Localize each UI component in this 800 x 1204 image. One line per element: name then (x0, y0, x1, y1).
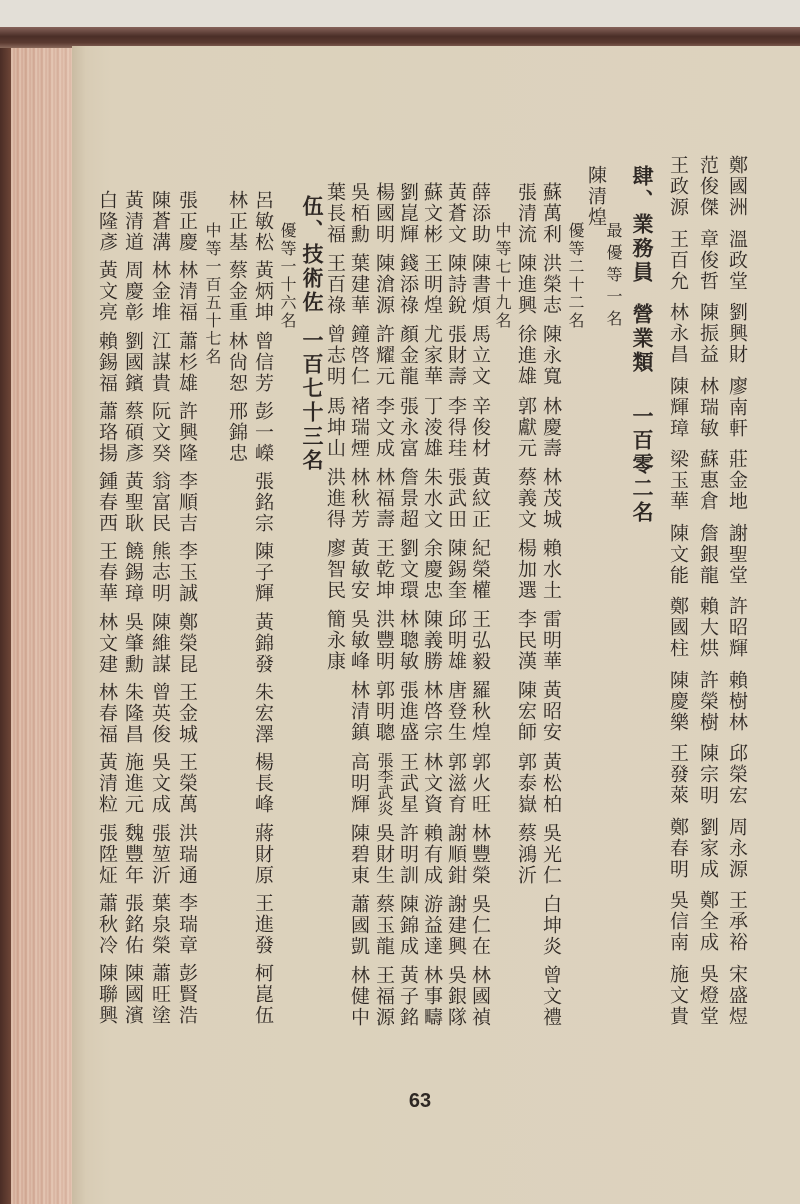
person-name: 陳滄源 (373, 253, 395, 317)
person-name: 陳子輝 (252, 541, 274, 605)
person-name: 陳進興 (515, 253, 537, 317)
person-name: 郭火旺 (469, 751, 491, 815)
person-name: 鄭國洲 (726, 155, 748, 218)
person-name: 曾英俊 (149, 682, 171, 746)
person-name: 洪瑞通 (176, 822, 198, 886)
person-name: 游益達 (421, 893, 443, 957)
person-name: 周慶彰 (122, 260, 144, 324)
name-column (696, 155, 720, 1037)
grade-label: 優等二十二名 (566, 222, 585, 330)
person-name: 王承裕 (726, 890, 748, 953)
name-column (539, 182, 563, 1036)
person-name: 江謀貴 (149, 330, 171, 394)
book-cover-top-edge (0, 27, 800, 48)
person-name: 張武田 (445, 466, 467, 530)
person-name: 林尙恕 (226, 330, 248, 394)
person-name: 林健中 (348, 965, 370, 1029)
name-column (584, 165, 608, 237)
person-name: 施進元 (122, 752, 144, 816)
person-name: 王明煌 (421, 253, 443, 317)
grade-label: 中等七十九名 (493, 222, 512, 330)
person-name: 賴大烘 (697, 596, 719, 659)
person-name: 林金堆 (149, 260, 171, 324)
person-name: 吳肇勳 (122, 611, 144, 675)
person-name: 熊志明 (149, 541, 171, 605)
person-name: 楊加選 (515, 537, 537, 601)
person-name: 張財壽 (445, 324, 467, 388)
person-name: 黃清道 (122, 190, 144, 253)
person-name: 詹景超 (397, 466, 419, 530)
person-name: 張清流 (515, 182, 537, 245)
person-name: 詹銀龍 (697, 522, 719, 586)
section-category: 營業類 (630, 303, 655, 375)
person-name: 朱隆昌 (122, 682, 144, 746)
person-name: 洪豐明 (373, 609, 395, 673)
person-name: 鍾春西 (96, 471, 118, 535)
person-name: 陳國濱 (122, 963, 144, 1027)
person-name: 林茂城 (540, 466, 562, 530)
person-name: 林聰敏 (397, 609, 419, 673)
person-name: 林豐榮 (469, 822, 491, 886)
person-name: 陳義勝 (421, 609, 443, 673)
person-name: 謝順鉗 (445, 822, 467, 886)
person-name: 蕭秋冷 (96, 892, 118, 956)
grade-label: 最優等一名 (604, 222, 623, 332)
person-name: 張堃沂 (149, 822, 171, 886)
person-name: 張進盛 (397, 680, 419, 744)
person-name: 蔣財原 (252, 822, 274, 886)
name-column (468, 182, 492, 1036)
person-name: 張銘佑 (122, 892, 144, 956)
person-name: 黃文亮 (96, 260, 118, 324)
person-name: 饒錫璋 (122, 541, 144, 605)
person-name: 羅秋煌 (469, 680, 491, 744)
person-name: 黃紋正 (469, 466, 491, 530)
section-number-title: 伍、技術佐 (300, 195, 325, 315)
person-name: 張永富 (397, 395, 419, 459)
person-name: 葉建華 (348, 253, 370, 317)
name-column (396, 182, 420, 1036)
person-name: 白隆彥 (96, 190, 118, 253)
person-name: 陳慶樂 (667, 669, 689, 733)
person-name: 王乾坤 (373, 537, 395, 601)
person-name: 王弘毅 (469, 609, 491, 673)
person-name: 吳栢勳 (348, 182, 370, 245)
person-name: 紀榮權 (469, 537, 491, 601)
person-name: 蘇惠倉 (697, 449, 719, 512)
person-name: 施文貴 (667, 963, 689, 1027)
name-column (725, 155, 749, 1037)
person-name: 郭獻元 (515, 395, 537, 459)
person-name: 劉崑輝 (397, 182, 419, 245)
person-name: 李玉誠 (176, 541, 198, 605)
person-name: 翁富民 (149, 471, 171, 535)
person-name: 陳詩銳 (445, 253, 467, 317)
person-name: 朱宏澤 (252, 682, 274, 746)
person-name: 魏豐年 (122, 822, 144, 886)
person-name: 王金城 (176, 682, 198, 746)
person-name: 廖智民 (324, 537, 346, 601)
book-page-edges (0, 40, 74, 1204)
section-count: 一百零二名 (630, 405, 655, 525)
book-cover-left-edge (0, 40, 11, 1204)
person-name: 丁淩雄 (421, 395, 443, 459)
person-name: 林春福 (96, 682, 118, 746)
person-name: 張正慶 (176, 190, 198, 253)
person-name: 陳清煌 (585, 165, 607, 228)
person-name: 林慶壽 (540, 395, 562, 459)
name-column (666, 155, 690, 1037)
person-name: 黃聖耿 (122, 471, 144, 535)
person-name: 蕭珞揚 (96, 400, 118, 464)
person-name: 陳輝璋 (667, 375, 689, 439)
person-name: 葉泉榮 (149, 892, 171, 956)
person-name: 簡永康 (324, 609, 346, 673)
person-name: 曾信芳 (252, 330, 274, 394)
person-name: 陳碧東 (348, 822, 370, 886)
person-name: 邱明雄 (445, 609, 467, 673)
person-name: 廖南軒 (726, 375, 748, 439)
person-name: 王政源 (667, 155, 689, 218)
person-name: 洪榮志 (540, 253, 562, 317)
person-name: 林事疇 (421, 965, 443, 1029)
person-name: 余慶忠 (421, 537, 443, 601)
person-name: 李文成 (373, 395, 395, 459)
person-name: 郭泰嶽 (515, 751, 537, 815)
person-name: 黃敏安 (348, 537, 370, 601)
person-name: 蔡碩彥 (122, 400, 144, 464)
person-name: 林國禎 (469, 965, 491, 1029)
person-name: 陳聯興 (96, 963, 118, 1027)
person-name: 賴樹林 (726, 669, 748, 733)
person-name: 張陞炡 (96, 822, 118, 886)
person-name: 李民漢 (515, 609, 537, 673)
person-name: 宋盛煜 (726, 963, 748, 1027)
name-column (323, 182, 347, 680)
person-name: 鐘啓仁 (348, 324, 370, 388)
name-column (95, 190, 119, 1034)
name-column (420, 182, 444, 1036)
person-name: 顏金龍 (397, 324, 419, 388)
person-name: 蘇萬利 (540, 182, 562, 245)
person-name: 吳仁在 (469, 893, 491, 957)
person-name: 黃炳坤 (252, 260, 274, 324)
person-name: 劉文環 (397, 537, 419, 601)
person-name: 吳光仁 (540, 822, 562, 886)
person-name: 王榮萬 (176, 752, 198, 816)
person-name: 邢錦忠 (226, 400, 248, 464)
person-name: 曾文禮 (540, 965, 562, 1029)
person-name: 郭明聰 (373, 680, 395, 744)
person-name: 林清鎮 (348, 680, 370, 744)
name-column (175, 190, 199, 1034)
person-name: 周永源 (726, 816, 748, 880)
name-column (444, 182, 468, 1036)
person-name: 洪進得 (324, 466, 346, 530)
person-name: 吳敏峰 (348, 609, 370, 673)
person-name: 陳宏師 (515, 680, 537, 744)
person-name: 蕭旺塗 (149, 963, 171, 1027)
person-name: 雷明華 (540, 609, 562, 673)
person-name: 曾志明 (324, 324, 346, 388)
person-name: 張銘宗 (252, 471, 274, 535)
name-column (514, 182, 538, 894)
person-name: 鄭國柱 (667, 596, 689, 659)
person-name: 蔡義文 (515, 466, 537, 530)
person-name: 朱水文 (421, 466, 443, 530)
person-name: 劉家成 (697, 816, 719, 880)
person-name: 薛添助 (469, 182, 491, 245)
person-name: 柯崑伍 (252, 963, 274, 1027)
person-name: 林啓宗 (421, 680, 443, 744)
person-name: 陳蒼溝 (149, 190, 171, 253)
person-name: 王百允 (667, 228, 689, 292)
person-name: 王進發 (252, 892, 274, 956)
person-name: 陳書煩 (469, 253, 491, 317)
person-name: 尤家華 (421, 324, 443, 388)
person-name: 高明輝 (348, 751, 370, 815)
person-name: 林文資 (421, 751, 443, 815)
person-name: 陳錦成 (397, 893, 419, 957)
person-name: 林永昌 (667, 302, 689, 365)
person-name: 許昭輝 (726, 596, 748, 659)
person-name: 溫政堂 (726, 228, 748, 292)
name-column (372, 182, 396, 1036)
person-name: 鄭春明 (667, 816, 689, 880)
name-column (225, 190, 249, 471)
person-name: 黃子銘 (397, 965, 419, 1029)
person-name: 唐登生 (445, 680, 467, 744)
person-name: 陳宗明 (697, 743, 719, 806)
person-name: 許榮樹 (697, 669, 719, 733)
person-name: 蔡金重 (226, 260, 248, 324)
person-name: 黃松柏 (540, 751, 562, 815)
person-name: 黃錦發 (252, 611, 274, 675)
person-name: 蘇文彬 (421, 182, 443, 245)
person-name: 王發萊 (667, 743, 689, 806)
page-number: 63 (408, 1090, 432, 1112)
person-name: 許興隆 (176, 400, 198, 464)
person-name: 白坤炎 (540, 893, 562, 957)
person-name: 許明訓 (397, 822, 419, 886)
person-name: 黃蒼文 (445, 182, 467, 245)
name-column (148, 190, 172, 1034)
person-name: 賴有成 (421, 822, 443, 886)
grade-label: 優等一十六名 (278, 222, 297, 330)
person-name: 吳信南 (667, 890, 689, 953)
person-name: 莊金地 (726, 449, 748, 512)
person-name: 吳財生 (373, 822, 395, 886)
person-name: 王武星 (397, 751, 419, 815)
person-name: 吳燈堂 (697, 963, 719, 1027)
person-name: 楊國明 (373, 182, 395, 245)
person-name: 鄭全成 (697, 890, 719, 953)
person-name: 王百祿 (324, 253, 346, 317)
person-name: 賴水土 (540, 537, 562, 601)
person-name: 黃清粒 (96, 752, 118, 816)
person-name: 陳文能 (667, 522, 689, 586)
name-column (251, 190, 275, 1034)
person-name: 葉長福 (324, 182, 346, 245)
person-name: 林文建 (96, 611, 118, 675)
person-name: 賴錫福 (96, 330, 118, 394)
grade-label: 中等一百五十七名 (203, 222, 222, 366)
person-name: 李順吉 (176, 471, 198, 535)
section-heading (298, 195, 326, 473)
person-name: 許耀元 (373, 324, 395, 388)
person-name: 梁玉華 (667, 449, 689, 512)
person-name: 褚瑞煙 (348, 395, 370, 459)
person-name: 呂敏松 (252, 190, 274, 253)
section-count: 一百七十三名 (300, 329, 325, 473)
person-name: 李瑞章 (176, 892, 198, 956)
person-name: 王福源 (373, 965, 395, 1029)
person-name: 吳銀隊 (445, 965, 467, 1029)
person-name: 彭一嶸 (252, 400, 274, 464)
person-name: 范俊傑 (697, 155, 719, 218)
person-name: 劉興財 (726, 302, 748, 365)
person-name: 李得珪 (445, 395, 467, 459)
person-name: 辛俊材 (469, 395, 491, 459)
person-name: 黃昭安 (540, 680, 562, 744)
person-name: 林瑞敏 (697, 375, 719, 439)
person-name: 彭賢浩 (176, 963, 198, 1027)
section-heading (628, 165, 656, 525)
person-name: 張李武炎 (375, 751, 394, 816)
person-name: 楊長峰 (252, 752, 274, 816)
person-name: 鄭榮昆 (176, 611, 198, 675)
person-name: 劉國鑌 (122, 330, 144, 394)
person-name: 阮文癸 (149, 400, 171, 464)
person-name: 馬坤山 (324, 395, 346, 459)
name-column (347, 182, 371, 1036)
person-name: 林清福 (176, 260, 198, 324)
person-name: 蕭杉雄 (176, 330, 198, 394)
person-name: 林福壽 (373, 466, 395, 530)
person-name: 陳錫奎 (445, 537, 467, 601)
person-name: 蔡鴻沂 (515, 822, 537, 886)
section-number-title: 肆、業務員 (630, 165, 655, 285)
person-name: 錢添祿 (397, 253, 419, 317)
person-name: 陳振益 (697, 302, 719, 365)
person-name: 邱榮宏 (726, 743, 748, 806)
person-name: 徐進雄 (515, 324, 537, 388)
person-name: 謝聖堂 (726, 522, 748, 586)
person-name: 林秋芳 (348, 466, 370, 530)
person-name: 馬立文 (469, 324, 491, 388)
person-name: 王春華 (96, 541, 118, 605)
person-name: 郭滋育 (445, 751, 467, 815)
person-name: 陳維謀 (149, 611, 171, 675)
person-name: 章俊哲 (697, 228, 719, 292)
person-name: 蕭國凱 (348, 893, 370, 957)
name-column (121, 190, 145, 1034)
person-name: 蔡玉龍 (373, 893, 395, 957)
person-name: 陳永寬 (540, 324, 562, 388)
person-name: 謝建興 (445, 893, 467, 957)
person-name: 林正基 (226, 190, 248, 253)
person-name: 吳文成 (149, 752, 171, 816)
